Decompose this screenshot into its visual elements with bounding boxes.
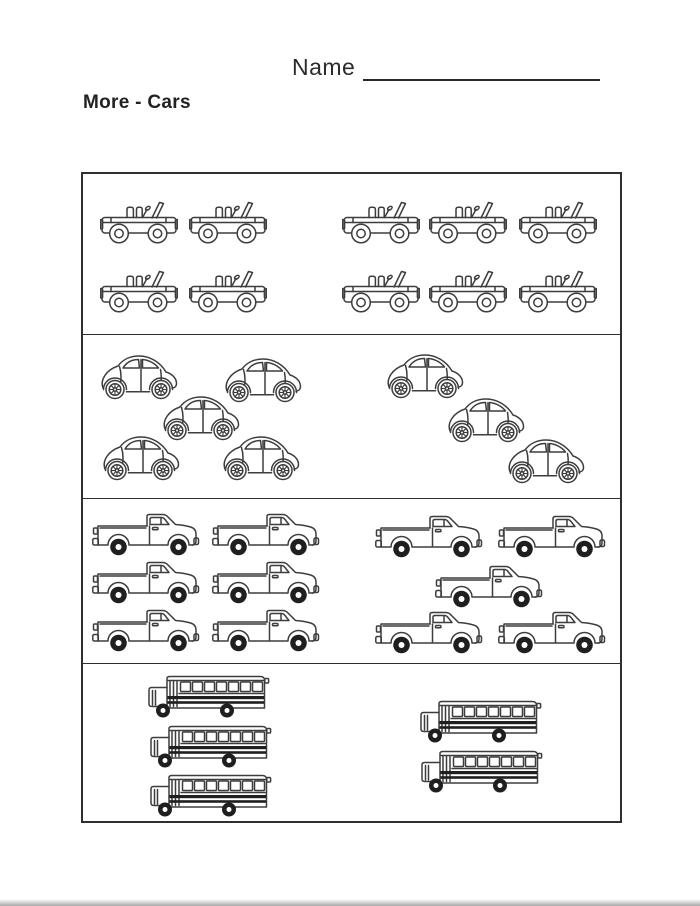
pickup-image <box>375 513 483 559</box>
bus-image <box>149 723 273 769</box>
row4-left-set <box>83 664 333 821</box>
name-blank-line <box>363 57 600 81</box>
worksheet-row-4 <box>83 663 620 821</box>
worksheet-row-3 <box>83 498 620 663</box>
worksheet-row-2 <box>83 334 620 498</box>
bus-image <box>419 698 543 744</box>
jeep-image <box>189 198 267 246</box>
pickup-image <box>212 559 320 605</box>
jeep-image <box>429 198 507 246</box>
pickup-image <box>92 607 200 653</box>
pickup-image <box>212 607 320 653</box>
worksheet-box <box>81 172 622 823</box>
worksheet-row-1 <box>83 174 620 334</box>
row2-left-set <box>83 335 333 498</box>
page-title: More - Cars <box>83 92 191 113</box>
bus-image <box>420 748 544 794</box>
pickup-image <box>498 609 606 655</box>
row1-left-set <box>83 174 333 334</box>
pickup-image <box>212 511 320 557</box>
pickup-image <box>498 513 606 559</box>
pickup-image <box>92 511 200 557</box>
pickup-image <box>375 609 483 655</box>
jeep-image <box>342 267 420 315</box>
beetle-image <box>384 352 466 400</box>
pickup-image <box>92 559 200 605</box>
bus-image <box>147 673 271 719</box>
jeep-image <box>100 267 178 315</box>
name-row <box>292 54 600 84</box>
page-bottom-edge <box>0 899 700 906</box>
jeep-image <box>429 267 507 315</box>
row3-right-set <box>333 499 620 663</box>
pickup-image <box>435 563 543 609</box>
jeep-image <box>342 198 420 246</box>
beetle-image <box>505 437 587 485</box>
jeep-image <box>519 198 597 246</box>
jeep-image <box>189 267 267 315</box>
jeep-image <box>519 267 597 315</box>
row2-right-set <box>333 335 620 498</box>
bus-image <box>149 772 273 818</box>
beetle-image <box>100 434 182 482</box>
row1-right-set <box>333 174 620 334</box>
row4-right-set <box>333 664 620 821</box>
jeep-image <box>100 198 178 246</box>
row3-left-set <box>83 499 333 663</box>
name-label: Name <box>292 54 356 80</box>
beetle-image <box>220 434 302 482</box>
